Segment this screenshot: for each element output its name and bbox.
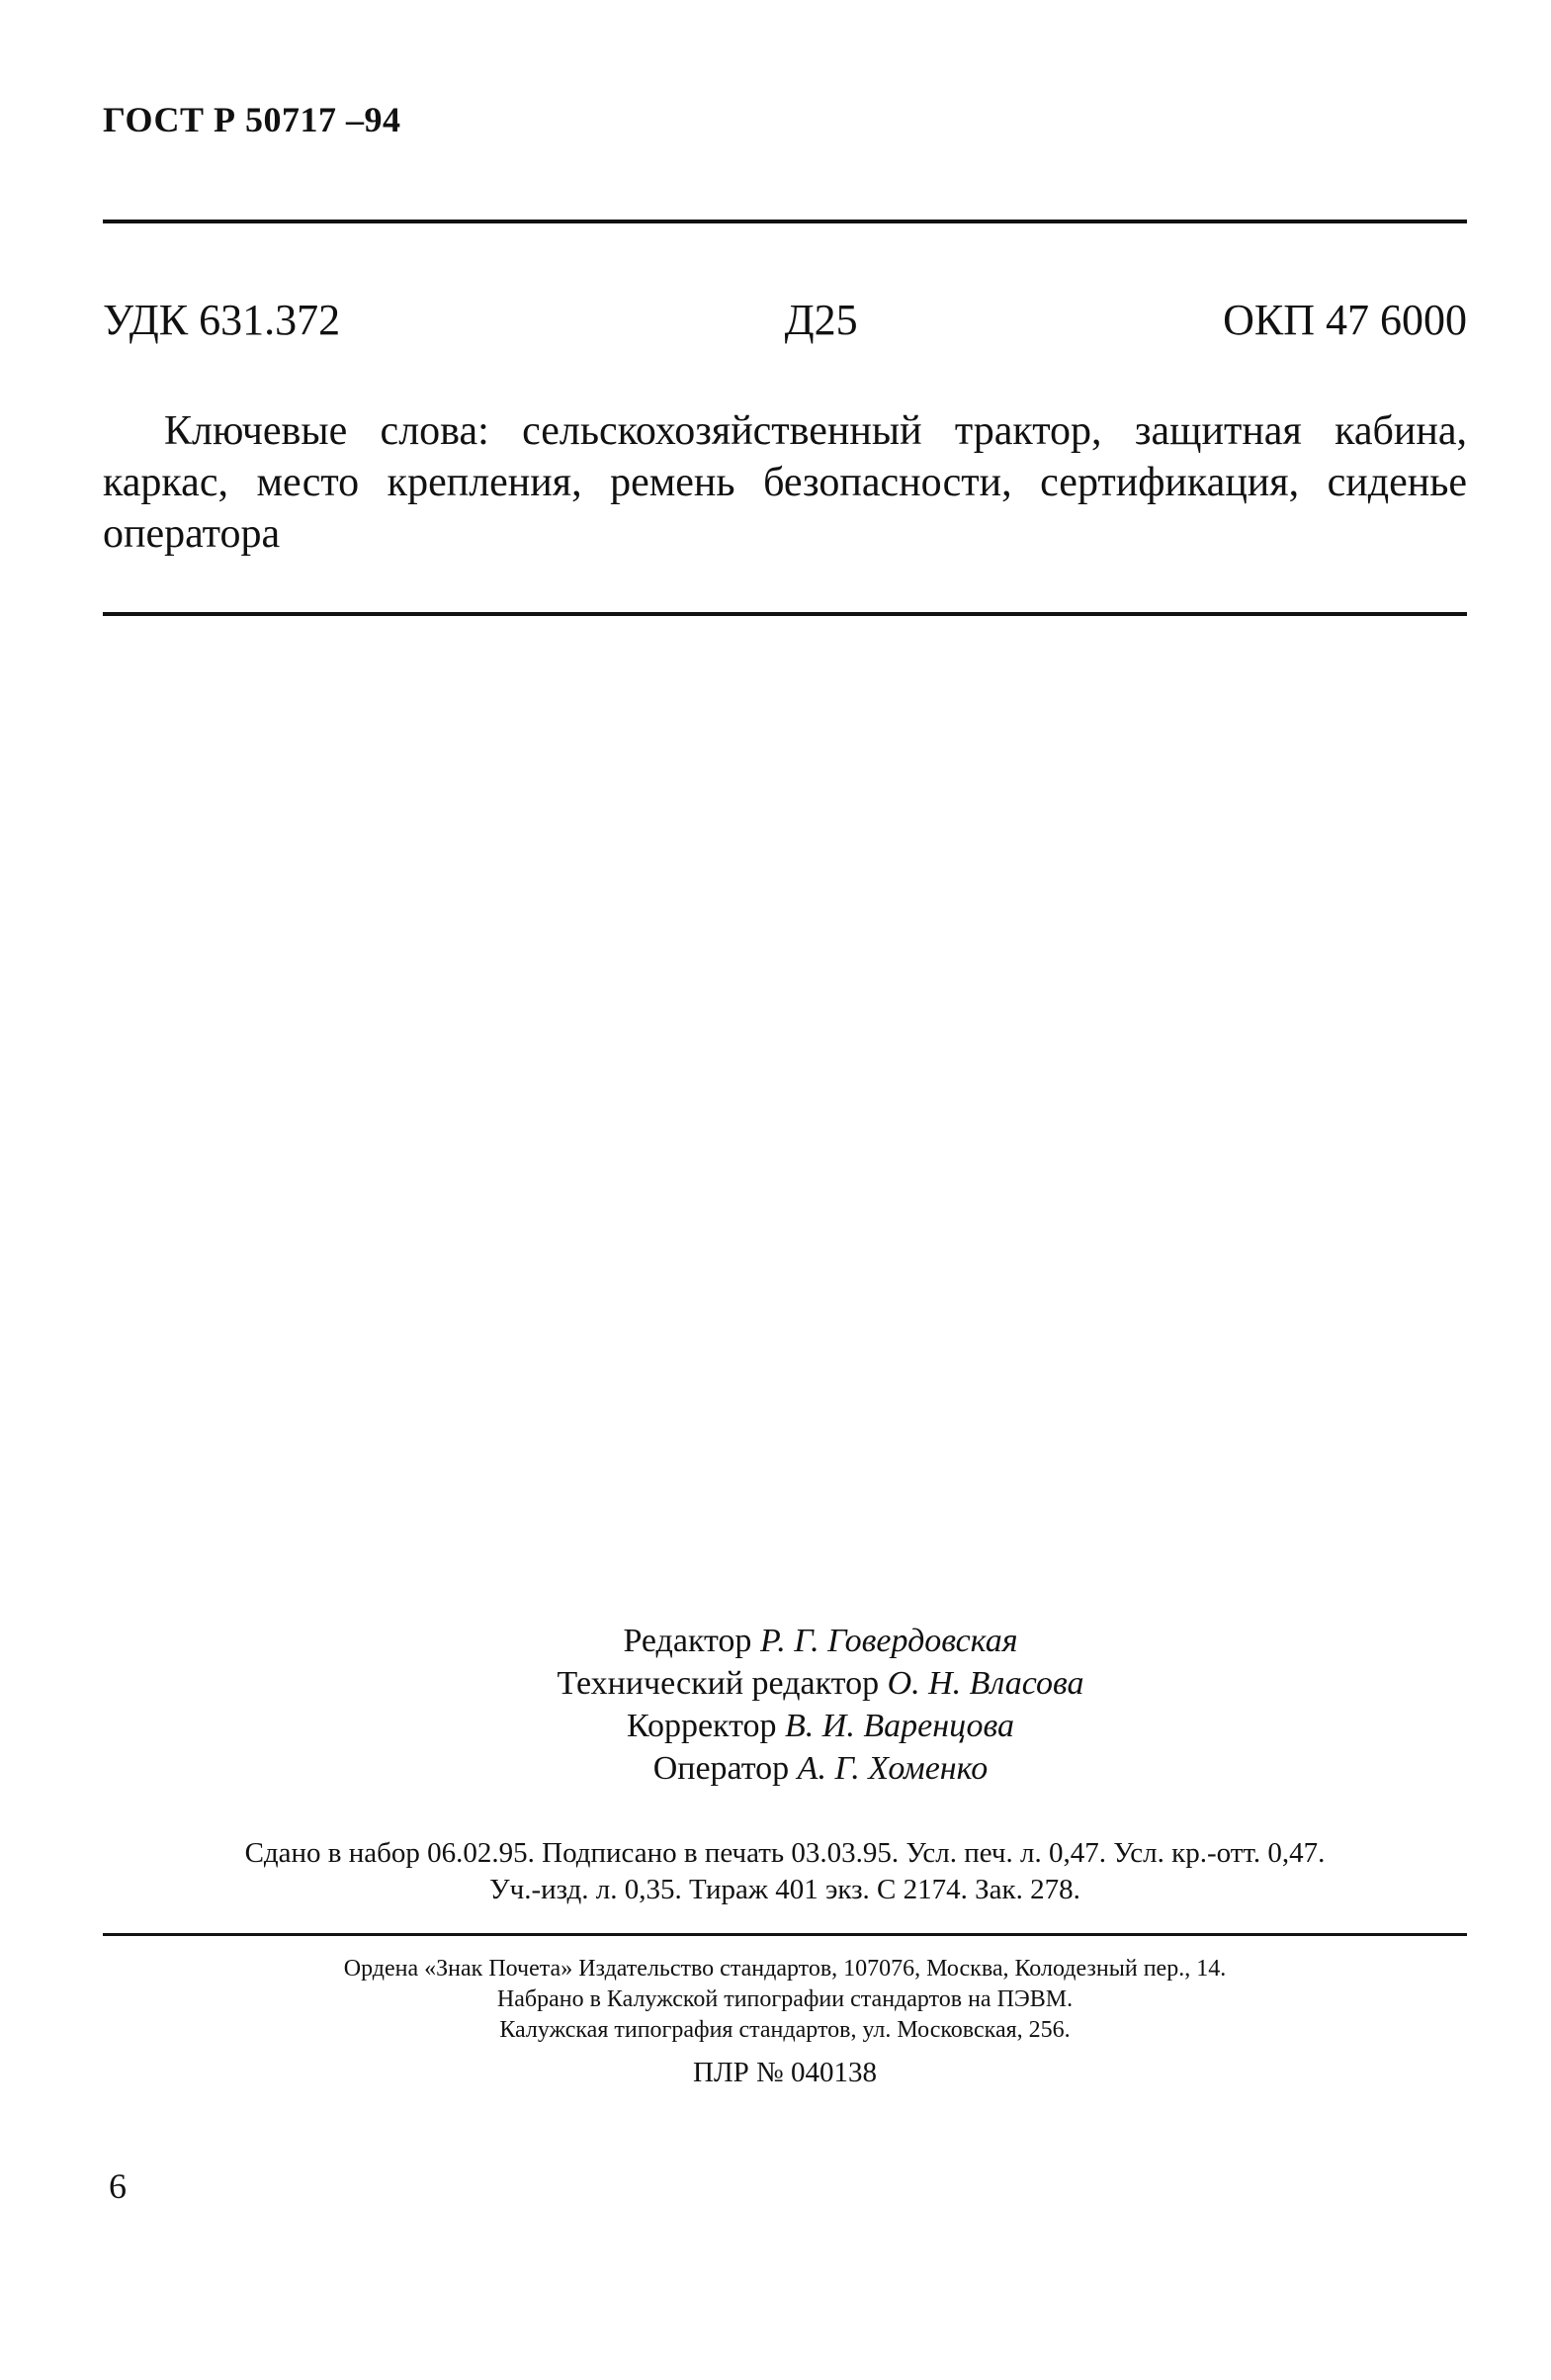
credit-role: Редактор [623, 1623, 752, 1659]
keywords-paragraph: Ключевые слова: сельскохозяйственный трактор, защитная кабина, каркас, место крепления, ремень безопасности, сертификация, сиденье оператора [103, 408, 1467, 557]
publisher-line: Ордена «Знак Почета» Издательство стандартов, 107076, Москва, Колодезный пер., 14. [343, 1956, 1227, 1982]
license-number: ПЛР № 040138 [693, 2057, 877, 2088]
credit-role: Оператор [652, 1750, 790, 1787]
credit-tech-editor [544, 1662, 1097, 1705]
credit-person: О. Н. Власова [887, 1665, 1084, 1702]
classification-row [103, 295, 1467, 345]
okp-code: ОКП 47 6000 [1223, 296, 1467, 344]
publisher-line: Калужская типография стандартов, ул. Московская, 256. [499, 2017, 1071, 2043]
credit-role: Технический редактор [557, 1665, 880, 1702]
credits-block [0, 1620, 1551, 1790]
credit-operator [544, 1747, 1097, 1790]
publisher-line: Набрано в Калужской типографии стандартов на ПЭВМ. [496, 1986, 1074, 2012]
credit-editor [544, 1620, 1097, 1662]
category-code: Д25 [784, 296, 858, 344]
print-info-line: Сдано в набор 06.02.95. Подписано в печать 03.03.95. Усл. печ. л. 0,47. Усл. кр.-отт. 0,47. [244, 1837, 1326, 1869]
page-number: 6 [109, 2166, 127, 2206]
imprint-divider [103, 1933, 1467, 1936]
standard-id: ГОСТ Р 50717 –94 [103, 100, 401, 139]
print-info-line: Уч.-изд. л. 0,35. Тираж 401 экз. С 2174. Зак. 278. [489, 1874, 1080, 1905]
credit-role: Корректор [626, 1708, 777, 1744]
publisher-info [103, 1954, 1467, 2046]
credit-person: В. И. Варенцова [785, 1708, 1015, 1744]
credit-person: А. Г. Хоменко [797, 1750, 989, 1787]
udk-code: УДК 631.372 [103, 296, 341, 344]
credit-person: Р. Г. Говердовская [759, 1623, 1018, 1659]
credit-proofreader [544, 1705, 1097, 1747]
keywords-divider [103, 612, 1467, 616]
print-info [103, 1835, 1467, 1908]
top-divider [103, 220, 1467, 223]
